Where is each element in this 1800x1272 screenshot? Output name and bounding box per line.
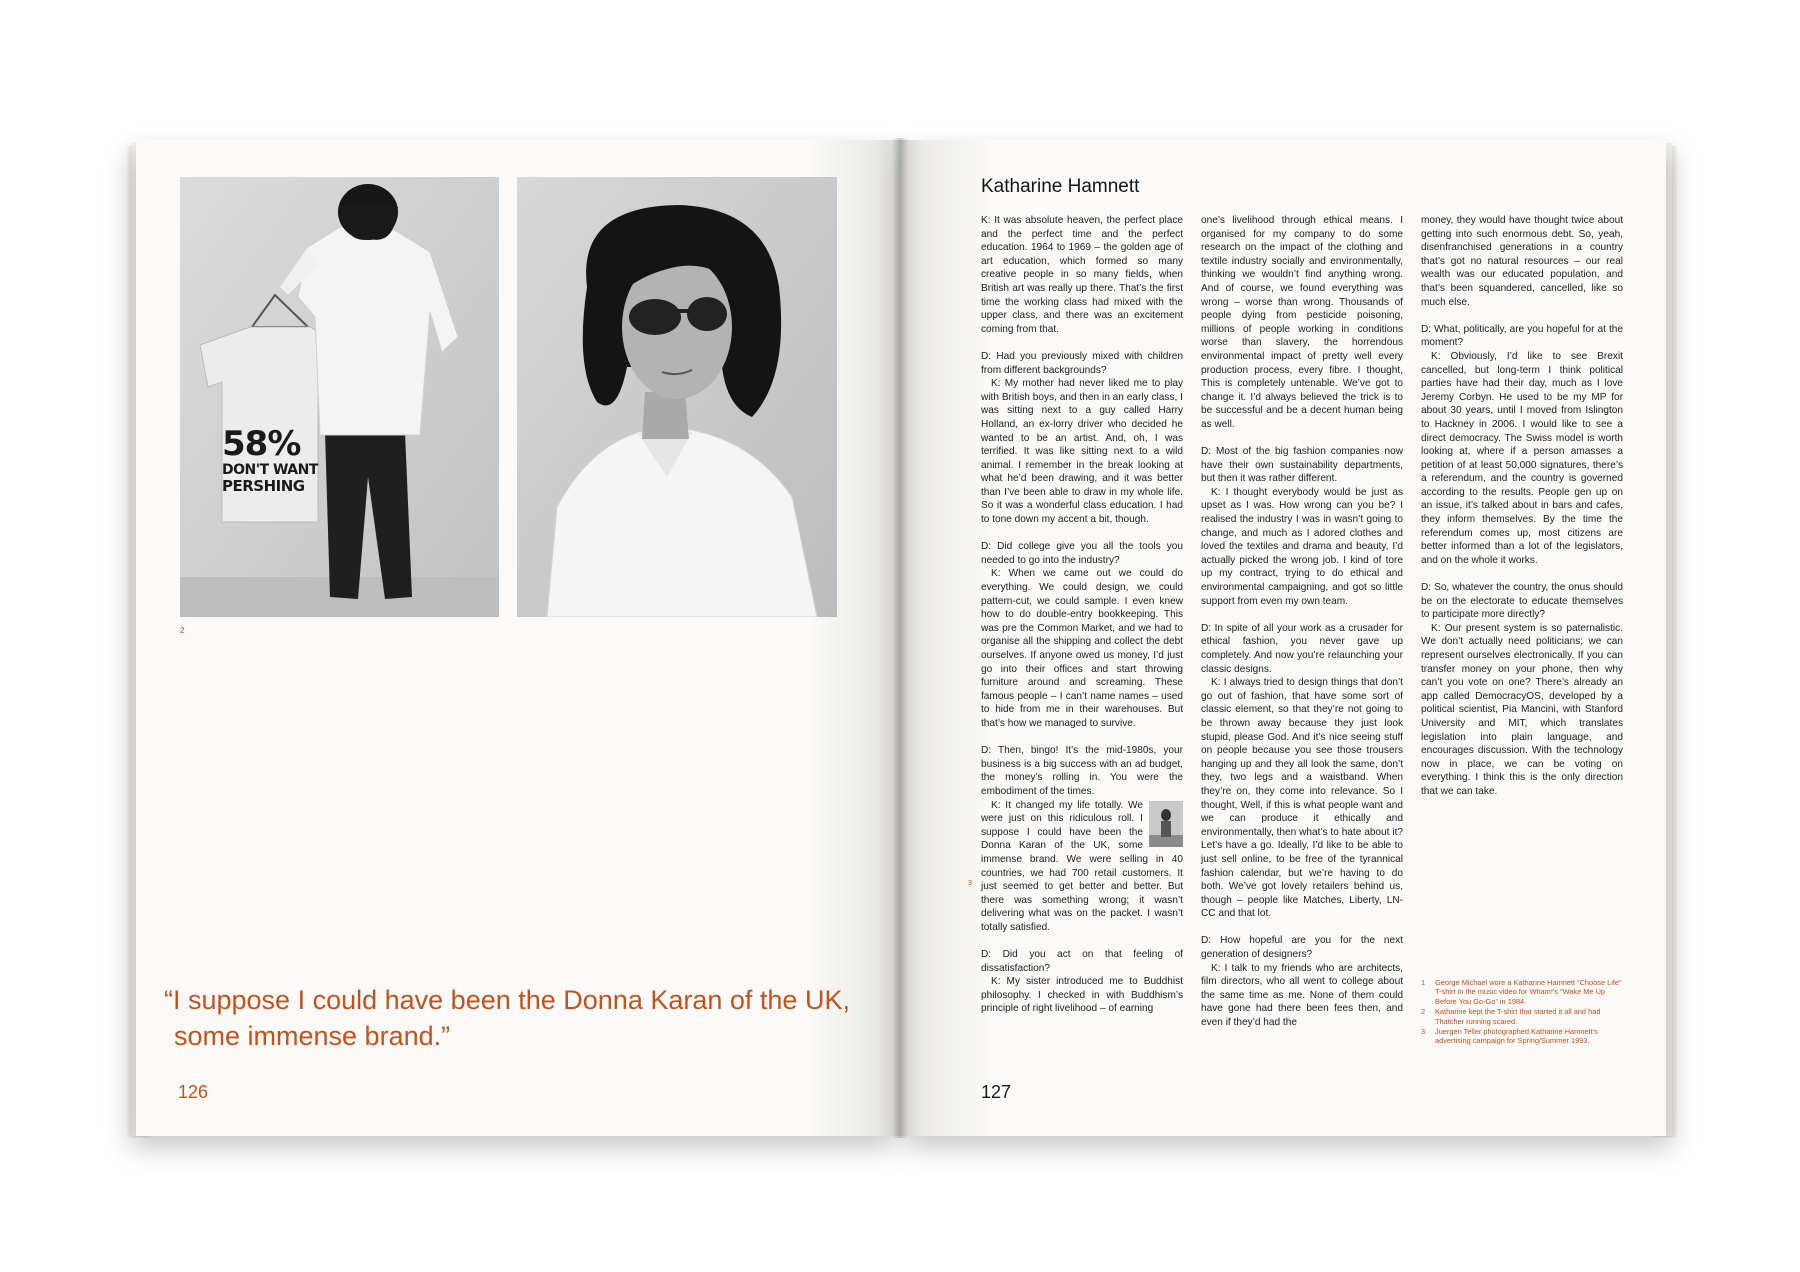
text-column-2 <box>1201 214 1403 1030</box>
article-paragraph: D: What, politically, are you hopeful for at the moment? <box>1421 323 1623 349</box>
article-paragraph: D: Had you previously mixed with children from different backgrounds? <box>981 350 1183 376</box>
footnote-text: George Michael wore a Katharine Hamnett “Choose Life” T-shirt in the music video for Wham!’s “Wake Me Up Before You Go-Go” in 1984. <box>1435 978 1622 1006</box>
text-column-3 <box>1421 214 1623 799</box>
pull-quote: “I suppose I could have been the Donna Karan of the UK, some immense brand.” <box>164 985 850 1051</box>
footnote-number: 2 <box>1421 1007 1426 1017</box>
footnote-text: Juergen Teller photographed Katharine Hamnett’s advertising campaign for Spring/Summer 1993. <box>1435 1027 1598 1046</box>
photo-portrait <box>517 177 837 617</box>
photo-portrait-illustration <box>517 177 837 617</box>
article-paragraph: D: Did you act on that feeling of dissatisfaction? <box>981 949 1183 974</box>
footnote-text: Katharine kept the T-shirt that started it all and had Thatcher running scared. <box>1435 1007 1601 1026</box>
article-paragraph: K: My sister introduced me to Buddhist philosophy. I checked in with Buddhism’s principle of right livelihood – of earning <box>981 976 1183 1015</box>
tshirt-line-3: PERSHING <box>222 477 305 495</box>
photo-back-view-illustration <box>180 177 499 617</box>
article-paragraph: D: In spite of all your work as a crusader for ethical fashion, you never gave up completely. And now you’re relaunching your classic designs. <box>1201 622 1403 675</box>
article-paragraph: money, they would have thought twice about getting into such enormous debt. So, yeah, disenfranchised generations in a country that’s got no natural resources – our real wealth was our educated population, and that’s been squandered, cancelled, like so much else. <box>1421 215 1623 308</box>
article-paragraph: K: When we came out we could do everything. We could design, we could pattern-cut, we could sample. I even knew how to do double-entry bookkeeping. This was pre the Common Market, and we had to organise all the shipping and collect the debt ourselves. If anyone owed us money, I’d just go into their offices and start throwing furniture around and screaming. These famous people – I can’t name names – used to hide from me in their warehouses. But that’s how we managed to survive. <box>981 568 1183 729</box>
text-column-1 <box>981 214 1183 1016</box>
article-paragraph: K: I talk to my friends who are architects, film directors, who all went to college about the same time as me. None of them could have gone had there been fees then, and even if they’d had the <box>1201 962 1403 1029</box>
article-paragraph: K: Obviously, I’d like to see Brexit cancelled, but long-term I think political parties have had their day, much as I love Jeremy Corbyn. He used to be my MP for about 30 years, until I moved from Islington to Hackney in 2006. I would like to see a direct democracy. The Swiss model is worth looking at, where if a person amasses a petition of at least 50,000 signatures, there’s a referendum, and the country is governed according to the results. People gen up on an issue, it’s talked about in bars and cafes, they inform themselves. By the time the referendum comes up, most citizens are better informed than a lot of the legislators, and on the whole it works. <box>1421 350 1623 566</box>
photo-back-view <box>180 177 499 617</box>
article-paragraph: K: Our present system is so paternalistic. We don’t actually need politicians; we can represent ourselves electronically. If you can transfer money on your phone, then why can’t you vote on one? There’s already an app called DemocracyOS, developed by a political scientist, Pia Mancini, with Stanford University and MIT, which translates legislation into plain language, and encourages discussion. With the technology now in place, we can be voting on everything. I think this is the only direction that we can take. <box>1421 622 1623 797</box>
footnote <box>1421 1027 1625 1046</box>
tshirt-line-1: 58% <box>222 424 301 464</box>
footnote-number: 3 <box>1421 1027 1426 1037</box>
footnote <box>1421 978 1625 1006</box>
article-paragraph: one’s livelihood through ethical means. I organised for my company to do some research on the impact of the clothing and textile industry socially and environmentally, thinking we wouldn’t find anything wrong. And of course, we found everything was wrong – worse than wrong. Thousands of people dying from pesticide poisoning, millions of people working in conditions worse than slavery, the horrendous environmental impact of pretty well every production process, every fibre. I thought, This is completely untenable. We’ve got to change it. I’d always believed the trick is to be successful and be a decent human being as well. <box>1201 215 1403 430</box>
footnote <box>1421 1007 1625 1026</box>
page-number-left: 126 <box>178 1082 209 1102</box>
article-paragraph: K: My mother had never liked me to play with British boys, and then in an early class, I was sitting next to a guy called Harry Holland, an ex-lorry driver who decided he wanted to be an artist. And, oh, I was terrified. It was like sitting next to a wild animal. I remember in the break looking at what he’d been drawing, and it was better than I’ve been able to draw in my whole life. So it was a wonderful class education. I had to tone down my accent a bit, though. <box>981 378 1183 526</box>
inline-thumbnail-photo <box>1149 801 1183 847</box>
article-paragraph: K: I always tried to design things that don’t go out of fashion, that have some sort of classic element, so that they’re not going to be thrown away because they just look stupid, please God. And it’s nice seeing stuff on people because you see those trousers hanging up and they all look the same, don’t they, two legs and a waistband. When they’re on, they come into relevance. So I thought, Well, if this is what people want and we can produce it ethically and environmentally, then what’s to hate about it? Let’s have a go. Ideally, I’d like to be able to just sell online, to be free of the tyrannical fashion calendar, but we’re having to do both. We’ve got lovely retailers behind us, though – people like Matches, Liberty, LN-CC and that lot. <box>1201 677 1403 920</box>
article-paragraph <box>981 799 1183 935</box>
article-paragraph: D: Did college give you all the tools you needed to go into the industry? <box>981 541 1183 566</box>
footnotes <box>1421 978 1625 1047</box>
article-paragraph: D: So, whatever the country, the onus should be on the electorate to educate themselves to participate more directly? <box>1421 582 1623 621</box>
article-paragraph: K: It was absolute heaven, the perfect place and the perfect time and the perfect education. 1964 to 1969 – the golden age of art education, which formed so many creative people in so many fields, when British art was really up there. That’s the first time the working class had mixed with the upper class, and there was an excitement coming from that. <box>981 215 1183 335</box>
running-head: Katharine Hamnett <box>981 176 1140 197</box>
page-number-right: 127 <box>981 1082 1012 1102</box>
article-paragraph: D: How hopeful are you for the next generation of designers? <box>1201 935 1403 961</box>
tshirt-print <box>222 424 322 495</box>
figure-number: 2 <box>180 626 185 635</box>
article-paragraph: D: Most of the big fashion companies now have their own sustainability departments, but then it was rather different. <box>1201 446 1403 485</box>
spine-shadow <box>892 138 908 1138</box>
footnote-marker: 3 <box>968 880 972 887</box>
article-paragraph: K: I thought everybody would be just as upset as I was. How wrong can you be? I realised the industry I was in wasn’t going to change, and much as I adored clothes and loved the textiles and drama and beauty, I’d actually picked the wrong job. I kind of tore up my contract, trying to do ethical and environmental campaigning, and got so little support from even my own team. <box>1201 486 1403 607</box>
article-paragraph: D: Then, bingo! It’s the mid-1980s, your business is a big success with an ad budget, the money’s rolling in. You were the embodiment of the times. <box>981 745 1183 797</box>
footnote-number: 1 <box>1421 978 1426 987</box>
article-paragraph-text: K: It changed my life totally. We were just on this ridiculous roll. I suppose I could have been the Donna Karan of the UK, some immense brand. We were selling in 40 countries, we had 700 retail customers. It just seemed to get better and better. But there was something wrong; it wasn’t delivering what was on the packet. I wasn’t totally satisfied. <box>981 799 1183 933</box>
tshirt-line-2: DON'T WANT <box>222 462 318 478</box>
